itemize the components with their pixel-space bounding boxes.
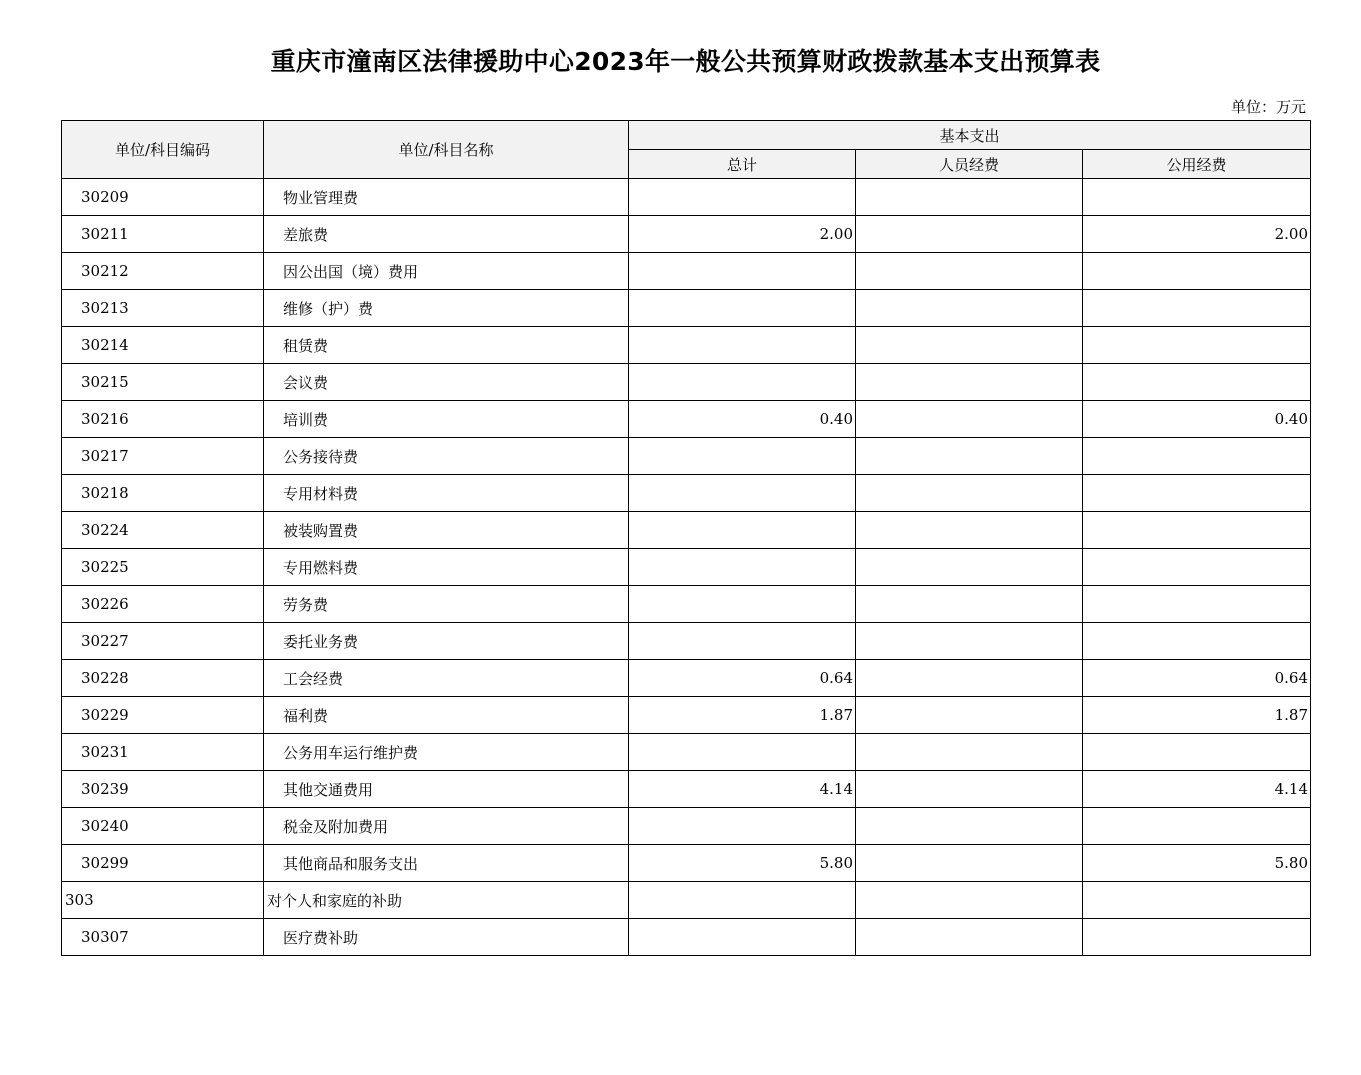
row-public <box>1083 919 1311 956</box>
header-personnel: 人员经费 <box>856 150 1083 179</box>
table-row <box>62 623 1311 660</box>
row-public <box>1083 808 1311 845</box>
row-public <box>1083 586 1311 623</box>
row-personnel <box>856 179 1083 216</box>
row-personnel <box>856 660 1083 697</box>
row-public <box>1083 364 1311 401</box>
row-personnel <box>856 216 1083 253</box>
row-code: 30217 <box>62 438 264 475</box>
row-total: 4.14 <box>629 771 856 808</box>
row-total <box>629 623 856 660</box>
row-code: 30231 <box>62 734 264 771</box>
row-personnel <box>856 623 1083 660</box>
row-code: 30224 <box>62 512 264 549</box>
row-code: 30239 <box>62 771 264 808</box>
table-row <box>62 401 1311 438</box>
row-personnel <box>856 586 1083 623</box>
table-row <box>62 808 1311 845</box>
row-code: 30214 <box>62 327 264 364</box>
row-personnel <box>856 808 1083 845</box>
page-title: 重庆市潼南区法律援助中心2023年一般公共预算财政拨款基本支出预算表 <box>270 47 1101 76</box>
row-personnel <box>856 253 1083 290</box>
row-public: 4.14 <box>1083 771 1311 808</box>
row-code: 30226 <box>62 586 264 623</box>
table-row <box>62 475 1311 512</box>
row-total <box>629 438 856 475</box>
header-total: 总计 <box>629 150 856 179</box>
row-name: 物业管理费 <box>264 179 629 216</box>
row-code: 30216 <box>62 401 264 438</box>
row-personnel <box>856 882 1083 919</box>
row-code: 30228 <box>62 660 264 697</box>
row-total <box>629 290 856 327</box>
row-name: 对个人和家庭的补助 <box>264 882 629 919</box>
row-personnel <box>856 734 1083 771</box>
table-body <box>62 179 1311 956</box>
row-total <box>629 919 856 956</box>
header-basic-expenditure: 基本支出 <box>629 121 1311 150</box>
row-name: 被装购置费 <box>264 512 629 549</box>
row-code: 30229 <box>62 697 264 734</box>
row-public <box>1083 734 1311 771</box>
table-row <box>62 882 1311 919</box>
row-total: 1.87 <box>629 697 856 734</box>
table-row <box>62 845 1311 882</box>
table-row <box>62 438 1311 475</box>
row-name: 公务用车运行维护费 <box>264 734 629 771</box>
unit-label: 单位：万元 <box>1230 98 1306 116</box>
header-name: 单位/科目名称 <box>264 121 629 179</box>
row-total <box>629 253 856 290</box>
header-code: 单位/科目编码 <box>62 121 264 179</box>
row-name: 会议费 <box>264 364 629 401</box>
row-total <box>629 475 856 512</box>
row-public <box>1083 438 1311 475</box>
row-name: 福利费 <box>264 697 629 734</box>
row-public: 0.64 <box>1083 660 1311 697</box>
table-row <box>62 364 1311 401</box>
table-row <box>62 734 1311 771</box>
table-row <box>62 253 1311 290</box>
row-code: 30218 <box>62 475 264 512</box>
row-name: 专用燃料费 <box>264 549 629 586</box>
row-total: 5.80 <box>629 845 856 882</box>
row-name: 劳务费 <box>264 586 629 623</box>
row-total: 2.00 <box>629 216 856 253</box>
row-total <box>629 734 856 771</box>
row-public: 5.80 <box>1083 845 1311 882</box>
row-public <box>1083 327 1311 364</box>
table-row <box>62 771 1311 808</box>
row-code: 30212 <box>62 253 264 290</box>
row-total <box>629 808 856 845</box>
row-code: 30299 <box>62 845 264 882</box>
row-name: 委托业务费 <box>264 623 629 660</box>
row-public <box>1083 549 1311 586</box>
table-row <box>62 919 1311 956</box>
row-name: 其他商品和服务支出 <box>264 845 629 882</box>
row-total: 0.64 <box>629 660 856 697</box>
row-name: 其他交通费用 <box>264 771 629 808</box>
row-personnel <box>856 438 1083 475</box>
row-public: 2.00 <box>1083 216 1311 253</box>
row-code: 30240 <box>62 808 264 845</box>
header-public: 公用经费 <box>1083 150 1311 179</box>
table-header <box>62 121 1311 179</box>
row-personnel <box>856 697 1083 734</box>
table-row <box>62 327 1311 364</box>
row-public <box>1083 475 1311 512</box>
row-public <box>1083 882 1311 919</box>
row-name: 公务接待费 <box>264 438 629 475</box>
row-public: 0.40 <box>1083 401 1311 438</box>
row-personnel <box>856 290 1083 327</box>
row-personnel <box>856 549 1083 586</box>
table-row <box>62 660 1311 697</box>
row-name: 培训费 <box>264 401 629 438</box>
row-personnel <box>856 512 1083 549</box>
row-personnel <box>856 845 1083 882</box>
row-public <box>1083 179 1311 216</box>
row-total <box>629 549 856 586</box>
table-row <box>62 549 1311 586</box>
table-row <box>62 512 1311 549</box>
row-name: 工会经费 <box>264 660 629 697</box>
row-code: 30209 <box>62 179 264 216</box>
table-row <box>62 290 1311 327</box>
row-code: 30215 <box>62 364 264 401</box>
row-personnel <box>856 327 1083 364</box>
row-code: 30211 <box>62 216 264 253</box>
row-name: 因公出国（境）费用 <box>264 253 629 290</box>
row-public <box>1083 623 1311 660</box>
row-code: 30225 <box>62 549 264 586</box>
row-personnel <box>856 401 1083 438</box>
table-row <box>62 216 1311 253</box>
row-total <box>629 882 856 919</box>
row-public <box>1083 512 1311 549</box>
row-total <box>629 512 856 549</box>
table-row <box>62 697 1311 734</box>
row-total <box>629 327 856 364</box>
row-name: 税金及附加费用 <box>264 808 629 845</box>
row-public <box>1083 253 1311 290</box>
row-personnel <box>856 475 1083 512</box>
row-name: 差旅费 <box>264 216 629 253</box>
row-total <box>629 364 856 401</box>
row-public: 1.87 <box>1083 697 1311 734</box>
row-code: 30227 <box>62 623 264 660</box>
row-code: 30213 <box>62 290 264 327</box>
row-total <box>629 179 856 216</box>
table-row <box>62 586 1311 623</box>
budget-table <box>61 120 1311 956</box>
row-total: 0.40 <box>629 401 856 438</box>
row-personnel <box>856 919 1083 956</box>
row-code: 303 <box>62 882 264 919</box>
row-name: 维修（护）费 <box>264 290 629 327</box>
row-code: 30307 <box>62 919 264 956</box>
row-name: 租赁费 <box>264 327 629 364</box>
table-row <box>62 179 1311 216</box>
row-name: 专用材料费 <box>264 475 629 512</box>
row-name: 医疗费补助 <box>264 919 629 956</box>
row-personnel <box>856 364 1083 401</box>
row-total <box>629 586 856 623</box>
row-public <box>1083 290 1311 327</box>
row-personnel <box>856 771 1083 808</box>
